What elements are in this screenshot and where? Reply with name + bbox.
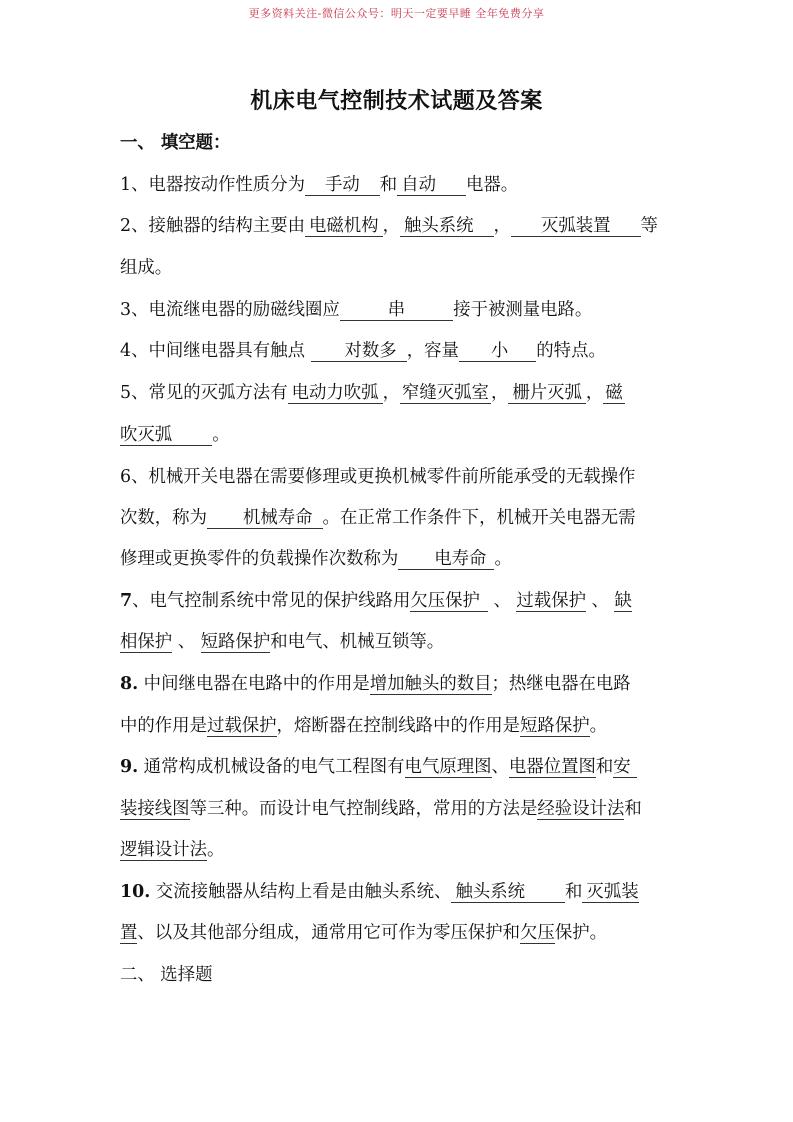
question-text: 和电气、机械互锁等。 <box>270 632 445 652</box>
question-text: 1、电器按动作性质分为 <box>120 175 305 195</box>
answer-blank: 小 <box>459 341 536 362</box>
question-text: 、 <box>487 591 517 611</box>
answer-blank: 串 <box>340 300 453 321</box>
question-text: 中间继电器在电路中的作用是 <box>138 674 370 694</box>
question-line <box>120 673 631 695</box>
question-line <box>120 922 607 944</box>
question-text: 交流接触器从结构上看是由触头系统、 <box>150 882 452 902</box>
question-text: 4、中间继电器具有触点 <box>120 341 311 361</box>
question-text: ， <box>585 383 604 403</box>
question-text: 的特点。 <box>536 341 606 361</box>
question-text: 7 <box>120 591 133 611</box>
question-text: 、 <box>585 591 615 611</box>
question-line <box>120 756 637 778</box>
question-text: 接于被测量电路。 <box>453 300 593 320</box>
question-text: ， <box>382 383 400 403</box>
answer-blank: 电磁机构 <box>305 216 383 237</box>
answer-blank: 缺 <box>614 591 632 611</box>
question-line <box>120 839 224 861</box>
question-text: 和 <box>595 757 614 777</box>
question-text: 、以及其他部分组成，通常用它可作为零压保护和 <box>137 923 521 943</box>
question-text: 。 <box>494 549 512 569</box>
question-line <box>120 299 592 321</box>
answer-blank: 电动力吹弧 <box>288 383 383 404</box>
answer-blank: 灭弧装置 <box>511 216 641 237</box>
question-line <box>120 548 512 570</box>
question-text: ， <box>382 216 400 236</box>
question-line <box>120 964 212 986</box>
question-text: 修理或更换零件的负载操作次数称为 <box>120 549 399 569</box>
answer-blank: 短路保护 <box>200 632 271 652</box>
answer-blank: 过载保护 <box>206 716 277 736</box>
answer-blank: 机械寿命 <box>207 508 323 529</box>
question-text: 8. <box>120 674 139 694</box>
question-line <box>120 590 632 612</box>
question-text: 、 <box>491 757 509 777</box>
question-text: 9. <box>120 757 139 777</box>
answer-blank: 窄缝灭弧室 <box>401 383 489 403</box>
question-line <box>120 631 444 653</box>
question-line <box>120 340 606 362</box>
question-line <box>120 881 639 903</box>
promo-banner: 更多资料关注-微信公众号：明天一定要早睡 全年免费分享 <box>248 7 545 20</box>
question-text: 和 <box>565 882 583 902</box>
question-text: 电器。 <box>465 175 519 195</box>
question-text: 6、机械开关电器在需要修理或更换机械零件前所能承受的无载操作 <box>120 467 636 487</box>
question-text: 。在正常工作条件下，机械开关电器无需 <box>322 508 636 528</box>
answer-blank: 自动 <box>397 175 466 196</box>
question-text: 组成。 <box>120 258 173 278</box>
question-text: 次数，称为 <box>120 508 207 528</box>
answer-blank: 装接线图 <box>120 799 190 819</box>
question-text: 等 <box>640 216 658 236</box>
question-text: 2、接触器的结构主要由 <box>120 216 305 236</box>
answer-blank: 逻辑设计法 <box>120 840 207 860</box>
question-text: 。 <box>206 840 225 860</box>
answer-blank: 磁 <box>605 383 623 403</box>
answer-blank: 经验设计法 <box>537 799 625 819</box>
section-heading <box>120 132 230 154</box>
question-text: ，熔断器在控制线路中的作用是 <box>276 716 521 736</box>
answer-blank: 手动 <box>305 175 380 196</box>
question-text: 中的作用是 <box>120 716 207 736</box>
answer-blank: 电器位置图 <box>508 757 596 777</box>
answer-blank: 对数多 <box>311 341 407 362</box>
answer-blank: 增加触头的数目 <box>369 674 492 694</box>
answer-blank: 栅片灭弧 <box>508 383 586 404</box>
question-line <box>120 715 607 737</box>
question-text: 和 <box>624 799 642 819</box>
question-text: 二、 选择题 <box>120 965 213 985</box>
answer-blank: 电气原理图 <box>404 757 492 777</box>
question-line <box>120 257 172 279</box>
answer-blank: 安 <box>613 757 636 778</box>
question-line <box>120 382 625 404</box>
question-text: 、电气控制系统中常见的保护线路用 <box>132 591 411 611</box>
question-line <box>120 174 518 196</box>
question-text: 3、电流继电器的励磁线圈应 <box>120 300 340 320</box>
answer-blank: 置 <box>120 923 138 943</box>
question-text: 。 <box>589 716 608 736</box>
question-line <box>120 424 230 446</box>
question-text: ， <box>490 383 509 403</box>
question-text: ；热继电器在电路 <box>491 674 631 694</box>
question-text: 等三种。而设计电气控制线路，常用的方法是 <box>189 799 538 819</box>
question-text: 5、常见的灭弧方法有 <box>120 383 288 403</box>
answer-blank: 灭弧装 <box>582 882 638 903</box>
question-text: 。 <box>212 425 230 445</box>
answer-blank: 欠压 <box>520 923 555 943</box>
question-line <box>120 798 642 820</box>
answer-blank: 触头系统 <box>400 216 494 237</box>
page-title: 机床电气控制技术试题及答案 <box>250 88 543 114</box>
question-text: ，容量 <box>406 341 459 361</box>
question-text: 一、 填空题： <box>120 133 231 153</box>
answer-blank: 触头系统 <box>451 882 565 903</box>
question-line <box>120 466 635 488</box>
answer-blank: 短路保护 <box>520 716 590 736</box>
answer-blank: 过载保护 <box>516 591 586 611</box>
question-text: 、 <box>172 632 201 652</box>
question-text: 保护。 <box>554 923 607 943</box>
question-text: 通常构成机械设备的电气工程图有 <box>138 757 405 777</box>
question-text: 和 <box>379 175 398 195</box>
answer-blank: 吹灭弧 <box>120 425 212 446</box>
question-text: 10. <box>120 882 151 902</box>
question-text: ， <box>493 216 511 236</box>
question-line <box>120 507 636 529</box>
answer-blank: 电寿命 <box>398 549 494 570</box>
answer-blank: 相保护 <box>120 632 173 652</box>
answer-blank: 欠压保护 <box>410 591 488 612</box>
question-line <box>120 215 658 237</box>
